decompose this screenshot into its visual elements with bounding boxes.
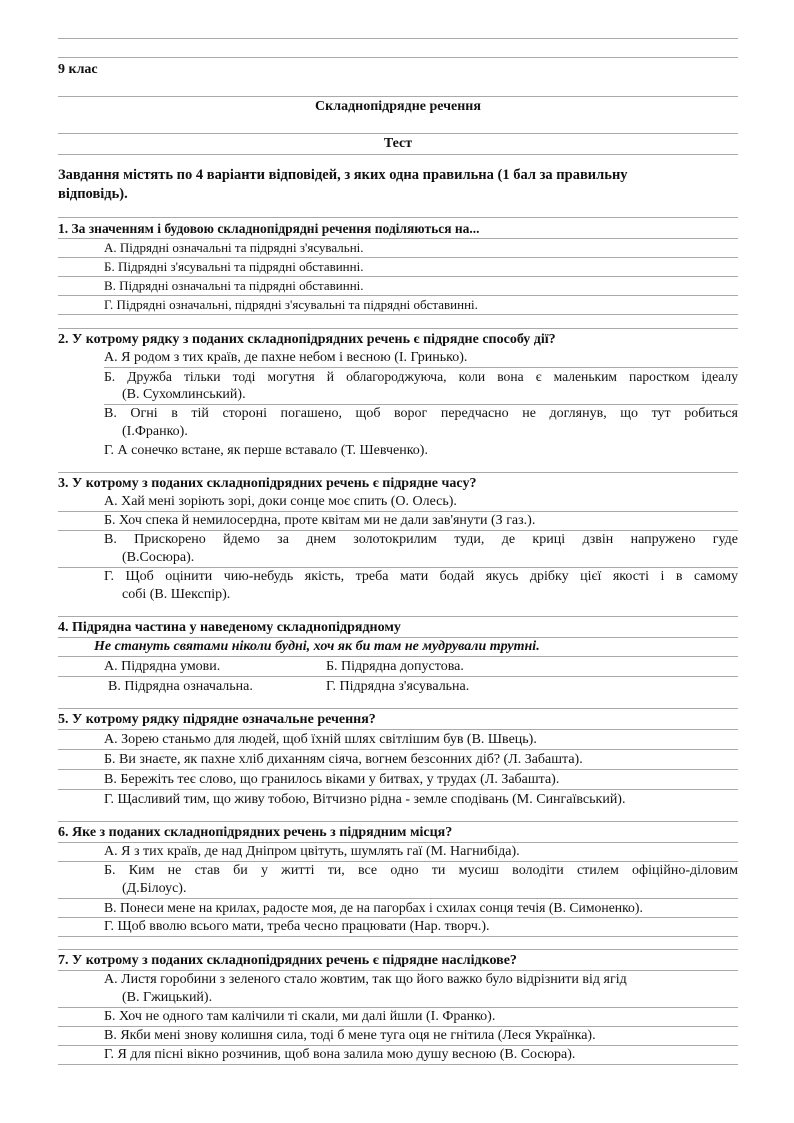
- q5-option-d: Г. Щасливий тим, що живу тобою, Вітчизно рідна - земле сподівань (М. Сингаївський).: [104, 792, 626, 807]
- q1-option-b: Б. Підрядні з'ясувальні та підрядні обставинні.: [58, 258, 738, 277]
- question-4: 4. Підрядна частина у наведеному складнопідрядному: [58, 619, 738, 638]
- q4-option-d: Г. Підрядна з'ясувальна.: [326, 679, 470, 694]
- q4-options-row-1: [58, 657, 738, 677]
- divider: [58, 708, 738, 709]
- instructions-line: відповідь).: [58, 186, 128, 202]
- q7-option-c: В. Якби мені знову колишня сила, тоді б мене туга оця не гнітила (Леся Українка).: [58, 1027, 738, 1046]
- q3-option-c: В. Прискорено йдемо за днем золотокрилим туди, де криці дзвін напружено гуде: [104, 532, 738, 547]
- divider: [58, 616, 738, 617]
- divider: [58, 328, 738, 329]
- q1-option-a: А. Підрядні означальні та підрядні з'ясувальні.: [58, 239, 738, 258]
- question-7: 7. У котрому з поданих складнопідрядних речень є підрядне наслідкове?: [58, 952, 738, 971]
- divider: [58, 949, 738, 950]
- question-2: 2. У котрому рядку з поданих складнопідрядних речень є підрядне способу дії?: [58, 332, 556, 347]
- q2-option-d: Г. А сонечко встане, як перше вставало (Т. Шевченко).: [104, 443, 428, 458]
- divider: [58, 57, 738, 58]
- q3-option-c-cont: (В.Сосюра).: [58, 549, 738, 568]
- grade-label: 9 клас: [58, 62, 98, 77]
- instructions: [58, 166, 738, 204]
- q6-option-b-cont: (Д.Білоус).: [58, 880, 738, 899]
- q4-sentence: Не стануть святами ніколи будні, хоч як би там не мудрували трутні.: [58, 638, 738, 657]
- test-document: [58, 38, 738, 1065]
- divider: [58, 96, 738, 97]
- q7-option-d: Г. Я для пісні вікно розчинив, щоб вона залила мою душу весною (В. Сосюра).: [58, 1046, 738, 1065]
- q4-option-c: В. Підрядна означальна.: [108, 679, 253, 694]
- q2-option-c-cont: (І.Франко).: [122, 424, 188, 439]
- q5-option-c: В. Бережіть теє слово, що гранилось віками у битвах, у трудах (Л. Забашта).: [58, 770, 738, 790]
- q2-option-b: Б. Дружба тільки тоді могутня й облагороджуюча, коли вона є маленьким паростком ідеалу: [104, 369, 738, 384]
- q2-option-b-cont: (В. Сухомлинський).: [122, 387, 246, 402]
- q6-option-c: В. Понеси мене на крилах, радосте моя, де на пагорбах і схилах сонця течія (В. Симоненко).: [58, 899, 738, 918]
- q3-option-a: А. Хай мені зоріють зорі, доки сонце моє спить (О. Олесь).: [58, 493, 738, 512]
- q6-option-b: Б. Ким не став би у житті ти, все одно ти мусиш володіти стилем офіційно-діловим: [104, 863, 738, 878]
- question-6: 6. Яке з поданих складнопідрядних речень з підрядним місця?: [58, 824, 738, 843]
- q2-option-c: В. Огні в тій стороні погашено, щоб ворог передчасно не доглянув, що тут робиться: [104, 406, 738, 421]
- question-5: 5. У котрому рядку підрядне означальне речення?: [58, 711, 738, 730]
- divider: [58, 217, 738, 218]
- q6-option-d: Г. Щоб вволю всього мати, треба чесно працювати (Нар. творч.).: [58, 918, 738, 937]
- q3-option-b: Б. Хоч спека й немилосердна, проте квітам ми не дали зав'янути (З газ.).: [58, 512, 738, 531]
- question-3: 3. У котрому з поданих складнопідрядних речень є підрядне часу?: [58, 476, 477, 491]
- q7-option-a-cont: (В. Гжицький).: [58, 989, 738, 1008]
- q2-option-a: А. Я родом з тих країв, де пахне небом і весною (І. Гринько).: [104, 350, 468, 365]
- divider: [58, 821, 738, 822]
- q7-option-b: Б. Хоч не одного там калічили ті скали, ми далі йшли (І. Франко).: [58, 1008, 738, 1027]
- divider: [58, 154, 738, 155]
- topic-title: Складнопідрядне речення: [315, 99, 481, 114]
- q4-option-a: А. Підрядна умови.: [104, 659, 221, 674]
- q1-option-c: В. Підрядні означальні та підрядні обставинні.: [58, 277, 738, 296]
- divider: [58, 472, 738, 473]
- q6-option-a: А. Я з тих країв, де над Дніпром цвітуть, шумлять гаї (М. Нагнибіда).: [58, 843, 738, 862]
- divider: [58, 133, 738, 134]
- q4-options-row-2: [58, 677, 738, 696]
- q3-option-d: Г. Щоб оцінити чию-небудь якість, треба мати бодай якусь дрібку цієї якості і в самому: [104, 569, 738, 584]
- q1-option-d: Г. Підрядні означальні, підрядні з'ясувальні та підрядні обставинні.: [58, 296, 738, 315]
- q7-option-a: А. Листя горобини з зеленого стало жовтим, так що його важко було відрізнити від ягід: [104, 972, 627, 987]
- q4-option-b: Б. Підрядна допустова.: [326, 659, 464, 674]
- q3-option-d-cont: собі (В. Шекспір).: [122, 587, 231, 602]
- divider: [58, 38, 738, 39]
- q5-option-b: Б. Ви знаєте, як пахне хліб диханням сіяча, вогнем безсонних діб? (Л. Забашта).: [58, 750, 738, 770]
- instructions-line: Завдання містять по 4 варіанти відповідей, з яких одна правильна (1 бал за правильну: [58, 167, 628, 183]
- q5-option-a: А. Зорею станьмо для людей, щоб їхній шлях світлішим був (В. Швець).: [58, 730, 738, 750]
- question-1: 1. За значенням і будовою складнопідрядні речення поділяються на...: [58, 220, 738, 239]
- test-title: Тест: [383, 136, 413, 151]
